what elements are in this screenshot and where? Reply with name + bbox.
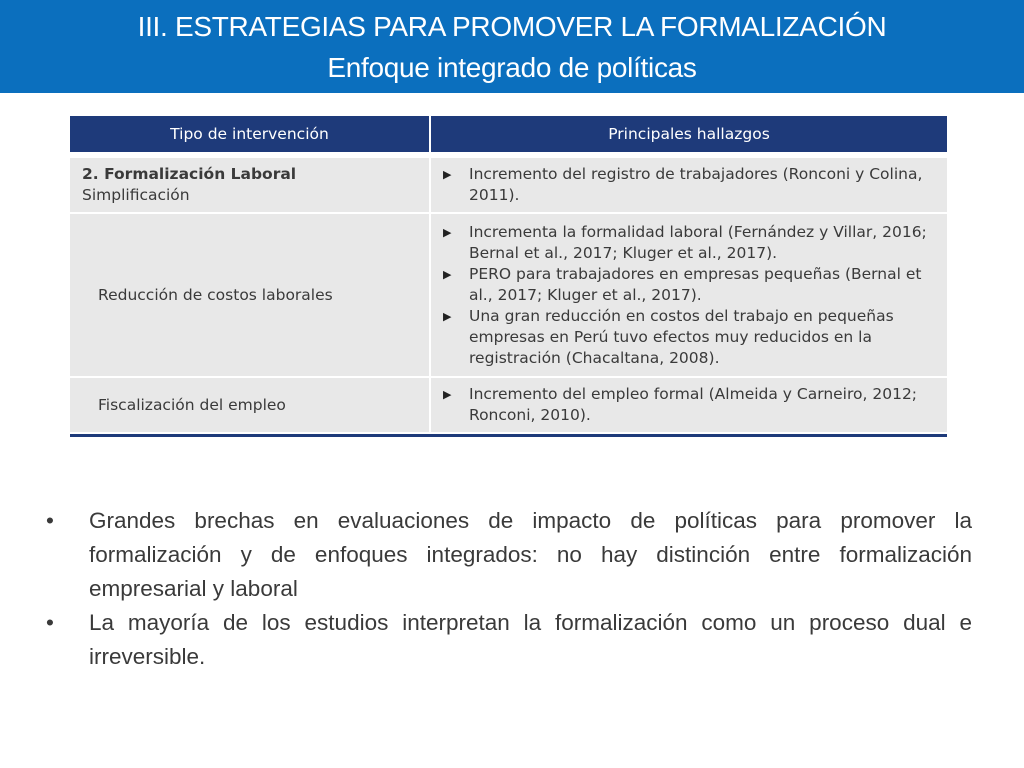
slide-subtitle: Enfoque integrado de políticas [327,52,697,83]
bullet-icon: • [46,508,54,533]
finding-item: ▶ Incremento del registro de trabajadores (Ronconi y Colina, 2011). [443,165,923,204]
table-row [70,157,947,213]
table-row [70,213,947,377]
triangle-bullet-icon: ▶ [443,388,452,401]
section-label: 2. Formalización Laboral [82,165,297,183]
intervention-type: Fiscalización del empleo [98,395,286,414]
finding-item: ▶ PERO para trabajadores en empresas pequeñas (Bernal et al., 2017; Kluger et al., 2017). [443,264,922,304]
intervention-type-cell [70,377,430,433]
list-item: • La mayoría de los estudios interpretan la formalización como un proceso dual e irreversible. [44,606,972,674]
bullet-icon: • [46,610,54,635]
column-header-findings: Principales hallazgos [430,116,947,152]
findings-table [70,116,947,437]
findings-cell [430,377,947,433]
intervention-type-cell [70,157,430,213]
finding-item: ▶ Una gran reducción en costos del trabajo en pequeñas empresas en Perú tuvo efectos muy reducidos en la registración (Chacaltana, 2008). [443,306,894,367]
finding-item: ▶ Incrementa la formalidad laboral (Fernández y Villar, 2016; Bernal et al., 2017; Kluger et al., 2017). [443,222,927,262]
table-header-row [70,116,947,152]
findings-cell [430,157,947,213]
title-banner [0,0,1024,93]
intervention-type: Simplificación [82,186,190,204]
table-row [70,377,947,433]
triangle-bullet-icon: ▶ [443,267,452,281]
intervention-type-cell [70,213,430,377]
bullet-list [44,504,972,674]
triangle-bullet-icon: ▶ [443,168,452,181]
intervention-type: Reducción de costos laborales [98,285,333,304]
triangle-bullet-icon: ▶ [443,225,452,239]
finding-item: ▶ Incremento del empleo formal (Almeida y Carneiro, 2012; Ronconi, 2010). [443,385,918,424]
slide-title: III. ESTRATEGIAS PARA PROMOVER LA FORMALIZACIÓN [137,11,887,42]
list-item: • Grandes brechas en evaluaciones de impacto de políticas para promover la formalización y de enfoques integrados: no hay distinción entre formalización empresarial y laboral [44,504,972,606]
findings-cell [430,213,947,377]
column-header-type: Tipo de intervención [70,116,430,152]
triangle-bullet-icon: ▶ [443,309,452,323]
